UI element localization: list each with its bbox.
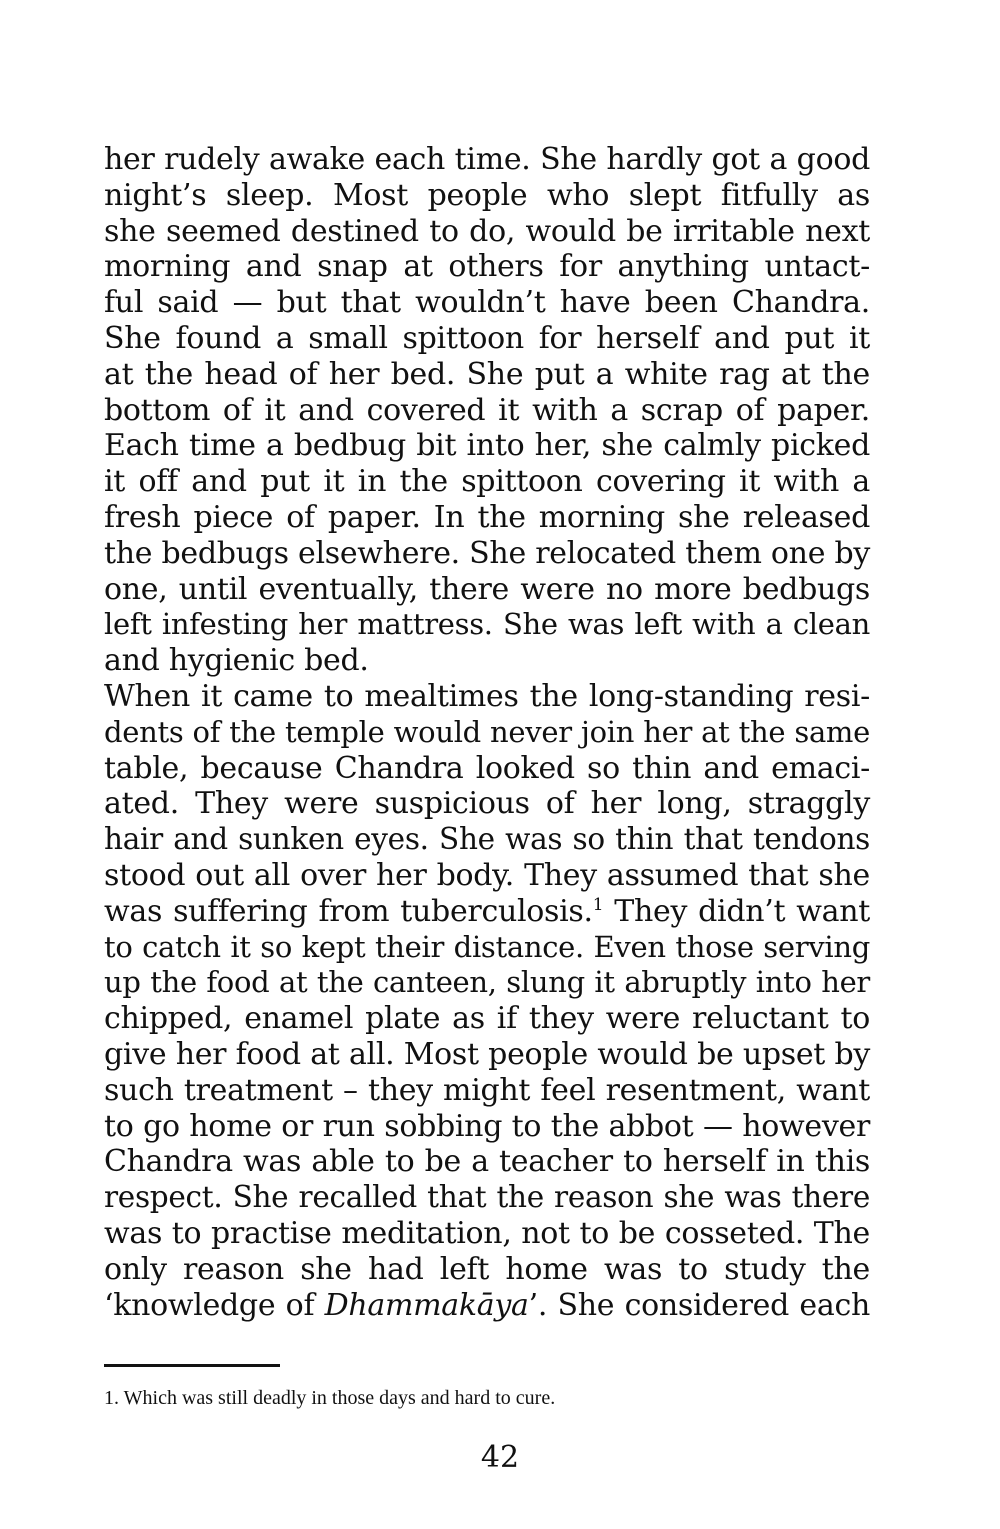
text-line: such treatment – they might feel resentment, want	[104, 1072, 870, 1108]
body-text	[104, 142, 870, 1323]
text-segment: ’. She considered each	[528, 1287, 870, 1323]
text-line: she seemed destined to do, would be irritable next	[104, 213, 870, 249]
text-line-with-footnote	[104, 894, 870, 930]
text-line: her rudely awake each time. She hardly got a good	[104, 142, 870, 177]
footnote-reference: 1	[592, 894, 604, 915]
text-line: it off and put it in the spittoon covering it with a	[104, 464, 870, 500]
footnote-divider	[104, 1364, 280, 1367]
text-line: give her food at all. Most people would be upset by	[104, 1036, 870, 1072]
text-segment: was suffering from tuberculosis.	[104, 893, 593, 929]
text-line: respect. She recalled that the reason she was there	[104, 1180, 870, 1215]
text-line: dents of the temple would never join her at the same	[104, 714, 870, 749]
page-number: 42	[480, 1440, 520, 1475]
text-line: bottom of it and covered it with a scrap of paper.	[104, 392, 870, 428]
text-line: to go home or run sobbing to the abbot — however	[104, 1108, 870, 1144]
text-line: ated. They were suspicious of her long, straggly	[104, 786, 870, 822]
text-line: the bedbugs elsewhere. She relocated them one by	[104, 535, 870, 571]
text-line: hair and sunken eyes. She was so thin that tendons	[104, 822, 870, 857]
text-line: morning and snap at others for anything untact-	[104, 249, 870, 285]
text-line: chipped, enamel plate as if they were reluctant to	[104, 1001, 870, 1037]
text-line: at the head of her bed. She put a white rag at the	[104, 356, 870, 392]
text-segment: ‘knowledge of	[104, 1287, 325, 1323]
text-line: table, because Chandra looked so thin and emaci-	[104, 750, 870, 786]
text-line: fresh piece of paper. In the morning she released	[104, 499, 870, 535]
text-line: ful said — but that wouldn’t have been Chandra.	[104, 285, 870, 321]
text-line: to catch it so kept their distance. Even those serving	[104, 929, 870, 964]
text-segment: They didn’t want	[603, 893, 870, 929]
footnote: 1. Which was still deadly in those days and hard to cure.	[104, 1387, 556, 1409]
text-line: left infesting her mattress. She was left with a clean	[104, 607, 870, 642]
text-line-with-italic	[104, 1288, 870, 1324]
text-line: and hygienic bed.	[104, 643, 369, 679]
text-line: stood out all over her body. They assumed that she	[104, 857, 870, 893]
text-line: up the food at the canteen, slung it abruptly into her	[104, 965, 870, 1000]
text-line: was to practise meditation, not to be cosseted. The	[104, 1215, 870, 1251]
text-line: Chandra was able to be a teacher to herself in this	[104, 1144, 870, 1180]
text-line: Each time a bedbug bit into her, she calmly picked	[104, 428, 870, 464]
text-line: only reason she had left home was to study the	[104, 1251, 870, 1287]
italic-term: Dhammakāya	[324, 1287, 529, 1323]
text-line: night’s sleep. Most people who slept fitfully as	[104, 177, 870, 213]
text-line: When it came to mealtimes the long-standing resi-	[104, 678, 870, 714]
text-line: She found a small spittoon for herself and put it	[104, 320, 870, 356]
text-line: one, until eventually, there were no more bedbugs	[104, 571, 870, 607]
